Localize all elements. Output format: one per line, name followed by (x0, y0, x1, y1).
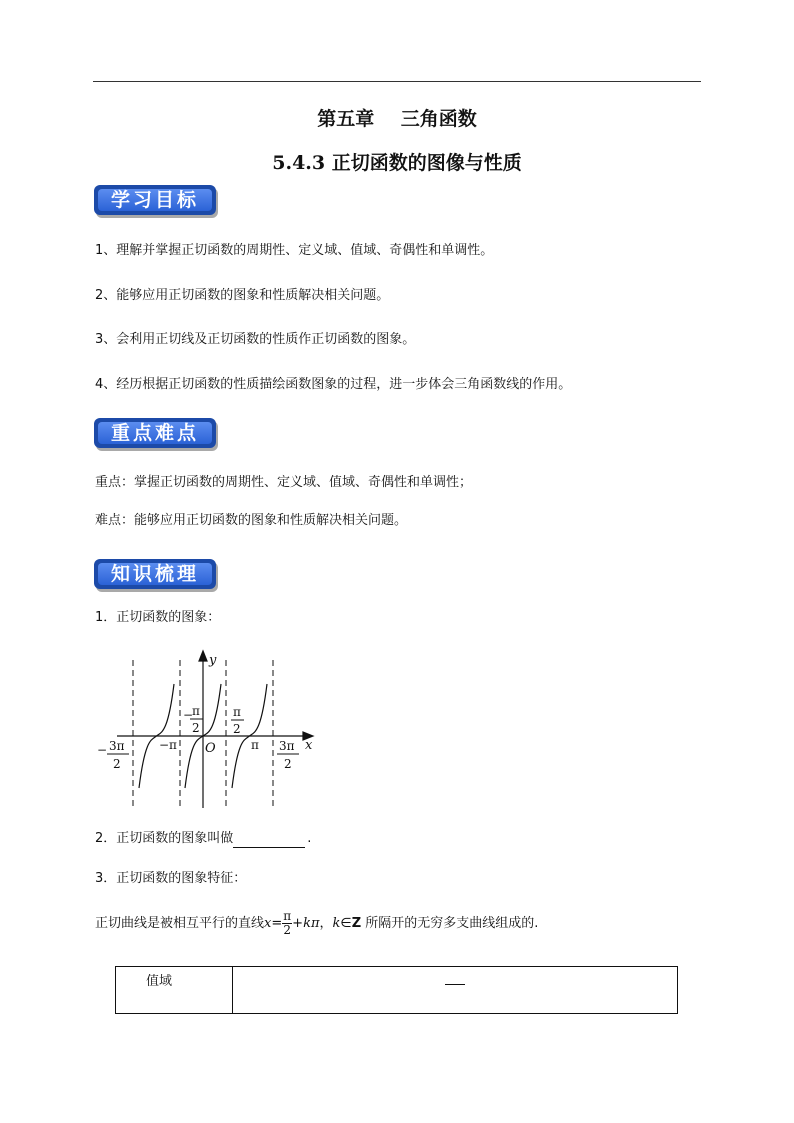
table-row (116, 967, 678, 1014)
knowledge-item-1: 1．正切函数的图象： (95, 610, 221, 625)
neg-three-half-pi-den: 2 (113, 757, 121, 771)
property-table (115, 966, 678, 1014)
three-half-pi-num: 3π (279, 739, 295, 753)
goals-badge (94, 185, 216, 215)
pi-label: π (251, 738, 259, 752)
feature-k: k (332, 916, 341, 931)
knowledge-badge-label: 知识梳理 (98, 563, 212, 585)
half-pi-num: π (233, 705, 241, 719)
knowledge-item-2 (95, 830, 311, 848)
feature-x: x (264, 916, 272, 931)
goal-4: 4、经历根据正切函数的性质描绘函数图象的过程，进一步体会三角函数线的作用。 (95, 377, 572, 392)
three-half-pi-den: 2 (284, 757, 292, 771)
knowledge-item-3: 3．正切函数的图象特征： (95, 871, 247, 886)
x-axis-label: x (305, 738, 313, 753)
goal-3: 3、会利用正切线及正切函数的性质作正切函数的图象。 (95, 332, 416, 347)
neg-three-half-pi-num: 3π (109, 739, 125, 753)
difficulty-point: 难点：能够应用正切函数的图象和性质解决相关问题。 (95, 513, 408, 528)
goal-2: 2、能够应用正切函数的图象和性质解决相关问题。 (95, 288, 390, 303)
answer-blank[interactable] (233, 834, 305, 848)
half-pi-den: 2 (233, 722, 241, 736)
feature-comma: ， (319, 916, 333, 931)
header-rule (93, 81, 701, 82)
tangent-feature (95, 910, 538, 937)
tangent-graph (95, 648, 325, 813)
feature-kpi: kπ (303, 916, 320, 931)
origin-label: O (205, 741, 216, 756)
feature-den: 2 (283, 923, 292, 937)
y-axis-label: y (209, 653, 217, 668)
feature-prefix: 正切曲线是被相互平行的直线 (95, 916, 265, 931)
chapter-title: 第五章 三角函数 (317, 108, 477, 130)
knowledge-badge (94, 559, 216, 589)
neg-pi-label: −π (159, 738, 177, 752)
feature-num: π (283, 909, 292, 923)
key-point: 重点：掌握正切函数的周期性、定义域、值域、奇偶性和单调性； (95, 475, 473, 490)
item2-suffix: . (307, 831, 312, 846)
range-value (233, 967, 678, 1014)
axes (117, 651, 313, 808)
neg-half-pi-num: π (192, 704, 200, 718)
goal-1: 1、理解并掌握正切函数的周期性、定义域、值域、奇偶性和单调性。 (95, 243, 494, 258)
feature-plus: + (292, 916, 304, 931)
range-dash (445, 976, 465, 985)
y-axis-arrow (199, 651, 207, 661)
key-points-badge (94, 418, 216, 448)
feature-Z: Z (351, 916, 362, 931)
feature-suffix: 所隔开的无穷多支曲线组成的. (361, 916, 539, 931)
goals-badge-label: 学习目标 (98, 189, 212, 211)
neg-half-pi-minus: − (183, 708, 194, 722)
feature-fraction (282, 910, 292, 937)
key-points-badge-label: 重点难点 (98, 422, 212, 444)
section-title: 5.4.3 正切函数的图像与性质 (272, 152, 522, 174)
feature-eq: = (271, 916, 283, 931)
item2-prefix: 2．正切函数的图象叫做 (95, 831, 234, 846)
feature-in: ∈ (340, 916, 352, 931)
neg-three-half-pi-minus: − (97, 743, 108, 757)
range-label: 值域 (116, 967, 233, 1014)
neg-half-pi-den: 2 (192, 721, 200, 735)
